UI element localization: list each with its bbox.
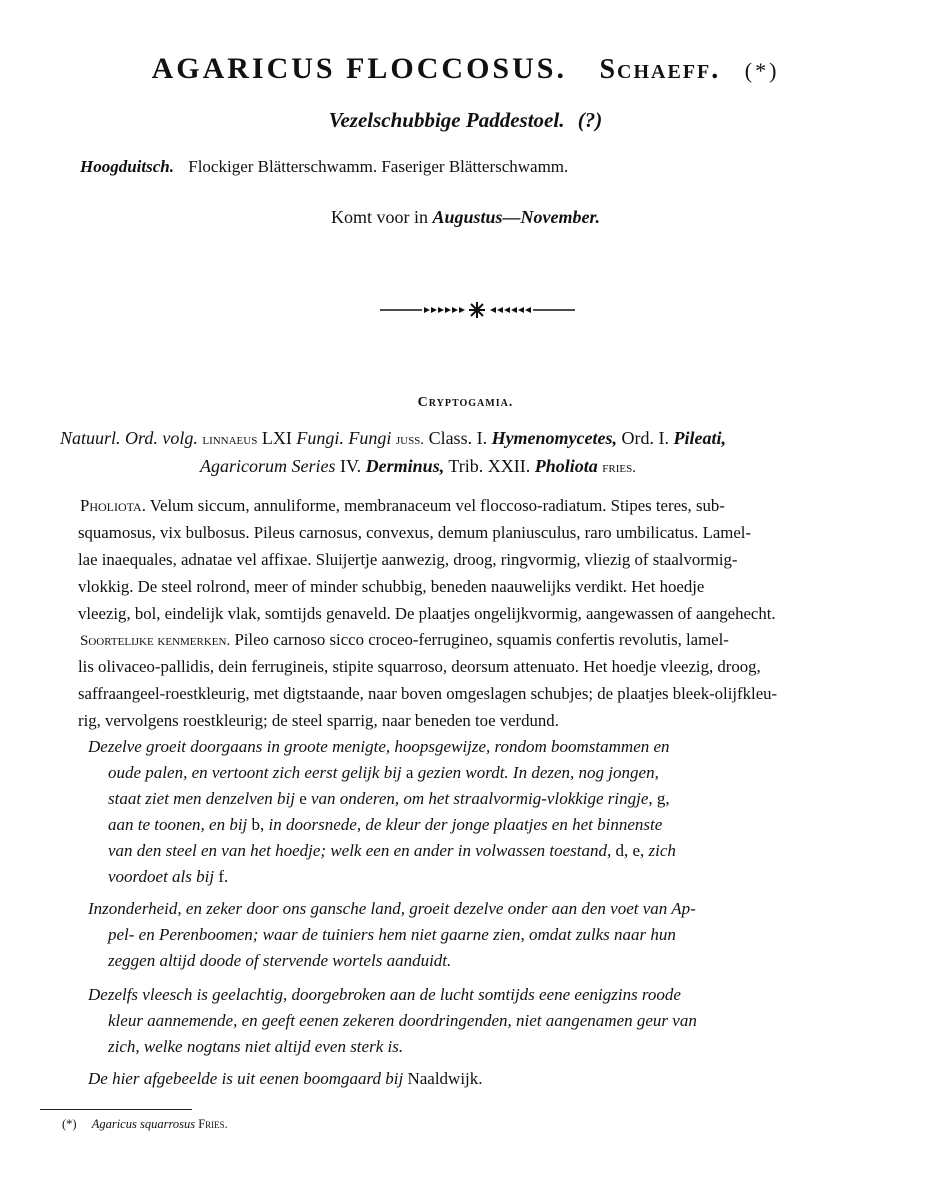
classification-line-2	[200, 456, 636, 477]
cl2-segment: IV.	[335, 456, 366, 476]
growth-text: gezien wordt. In dezen, nog jongen,	[413, 763, 659, 782]
figure-reference: f.	[218, 867, 229, 886]
cl2-segment: Trib. XXII.	[444, 456, 535, 476]
footnote-mark: (*)	[62, 1117, 77, 1131]
german-names: Flockiger Blätterschwamm. Faseriger Blätterschwamm.	[188, 157, 569, 176]
growth-line	[108, 760, 659, 786]
growth-line	[108, 864, 228, 890]
growth-text: aan te toonen, en bij	[108, 815, 252, 834]
cl1-segment: Pileati,	[673, 428, 727, 448]
growth-text: zich	[644, 841, 676, 860]
cl1-segment: LXI	[257, 428, 297, 448]
growth-text: in doorsnede, de kleur der jonge plaatjes en het binnenste	[264, 815, 663, 834]
species-characteristics-line: rig, vervolgens roestkleurig; de steel sparrig, naar beneden toe verdund.	[78, 711, 559, 730]
class-heading: Cryptogamia.	[417, 395, 514, 410]
footnote-rule	[40, 1109, 192, 1110]
species-characteristics-line: saffraangeel-roestkleurig, met digtstaande, naar boven omgeslagen schubjes; de plaatjes bleek-olijfkleu-	[78, 684, 778, 703]
dutch-common-name: Vezelschubbige Paddestoel.	[328, 108, 565, 132]
cl2-segment: Pholiota	[534, 456, 598, 476]
classification-line-1	[60, 428, 726, 449]
genus-description-line: vleezig, bol, eindelijk vlak, somtijds genaveld. De plaatjes ongelijkvormig, aangewassen of aangehecht.	[78, 604, 776, 623]
cl1-segment: juss.	[395, 432, 425, 448]
origin-text: De hier afgebeelde is uit eenen boomgaard bij	[88, 1069, 404, 1088]
title-footnote-mark: (*)	[744, 58, 780, 83]
growth-text: oude palen, en vertoont zich eerst gelijk bij	[108, 763, 406, 782]
genus-description-line: lae inaequales, adnatae vel affixae. Sluijertje aanwezig, droog, ringvormig, vliezig of staalvormig-	[78, 550, 738, 569]
species-title: AGARICUS FLOCCOSUS.	[151, 52, 567, 85]
figure-reference: e	[299, 789, 307, 808]
cl1-segment: Class. I.	[424, 428, 492, 448]
growth-text: van den steel en van het hoedje; welk een en ander in volwassen toestand,	[108, 841, 616, 860]
dutch-common-name-line	[0, 108, 931, 133]
genus-description-line: squamosus, vix bulbosus. Pileus carnosus, convexus, demum planiusculus, raro umbilicatus. Lamel-	[78, 523, 752, 542]
cl1-segment: Ord. I.	[617, 428, 674, 448]
cl1-segment: Natuurl. Ord. volg.	[60, 428, 198, 448]
species-author: Schaeff.	[599, 54, 721, 85]
species-characteristics-line: lis olivaceo-pallidis, dein ferrugineis, stipite squarroso, deorsum attenuato. Het hoedje vleezig, droog,	[78, 657, 761, 676]
genus-text: Velum siccum, annuliforme, membranaceum vel floccoso-radiatum. Stipes teres, sub-	[149, 496, 725, 515]
cl2-segment: fries.	[602, 460, 636, 476]
growth-line	[88, 734, 670, 760]
cl2-segment: Agaricorum Series	[200, 456, 336, 476]
cl1-segment: Fungi. Fungi	[296, 428, 392, 448]
growth-line	[108, 812, 662, 838]
flesh-line: Dezelfs vleesch is geelachtig, doorgebroken aan de lucht somtijds eene eenigzins roode	[88, 985, 681, 1004]
origin-paragraph	[88, 1066, 483, 1092]
cl1-segment: Hymenomycetes,	[491, 428, 618, 448]
occurrence-months: Augustus—November.	[432, 207, 601, 227]
german-language-label: Hoogduitsch.	[80, 157, 174, 176]
flesh-line: kleur aannemende, en geeft eenen zekeren doordringenden, niet aangenamen geur van	[108, 1011, 697, 1030]
figure-reference: g,	[656, 789, 670, 808]
habitat-line: pel- en Perenboomen; waar de tuiniers hem niet gaarne zien, omdat zulks naar hun	[108, 925, 676, 944]
occurrence-line	[0, 207, 931, 228]
species-characteristics-line	[80, 626, 729, 656]
growth-text: voordoet als bij	[108, 867, 219, 886]
genus-description-line	[80, 492, 725, 520]
growth-line	[108, 838, 676, 864]
flesh-line: zich, welke nogtans niet altijd even sterk is.	[108, 1037, 404, 1056]
characteristics-label: Soortelijke kenmerken.	[80, 633, 231, 649]
figure-reference: a	[405, 763, 414, 782]
growth-text: Dezelve groeit doorgaans in groote menigte, hoopsgewijze, rondom boomstammen en	[88, 737, 670, 756]
habitat-line: Inzonderheid, en zeker door ons gansche land, groeit dezelve onder aan den voet van Ap-	[88, 899, 696, 918]
occurrence-prefix: Komt voor in	[330, 207, 428, 227]
genus-description-line: vlokkig. De steel rolrond, meer of minder schubbig, beneden naauwelijks verdikt. Het hoedje	[78, 577, 705, 596]
dutch-name-query: (?)	[577, 108, 603, 132]
growth-text: staat ziet men denzelven bij	[108, 789, 300, 808]
cl1-segment: linnaeus	[202, 432, 258, 448]
footnote	[62, 1117, 228, 1132]
ornamental-divider	[380, 300, 575, 320]
growth-line	[108, 786, 670, 812]
origin-place: Naaldwijk.	[407, 1069, 483, 1088]
german-names-line	[80, 157, 568, 177]
species-title-line	[0, 52, 931, 86]
figure-reference: b,	[251, 815, 265, 834]
footnote-species: Agaricus squarrosus	[91, 1117, 196, 1131]
characteristics-text: Pileo carnoso sicco croceo-ferrugineo, squamis confertis revolutis, lamel-	[234, 630, 729, 649]
genus-label: Pholiota.	[80, 496, 146, 515]
footnote-author: Fries.	[198, 1117, 228, 1131]
growth-text: van onderen, om het straalvormig-vlokkige ringje,	[306, 789, 657, 808]
figure-reference: d, e,	[615, 841, 645, 860]
habitat-line: zeggen altijd doode of stervende wortels aanduidt.	[108, 951, 452, 970]
cl2-segment: Derminus,	[365, 456, 445, 476]
